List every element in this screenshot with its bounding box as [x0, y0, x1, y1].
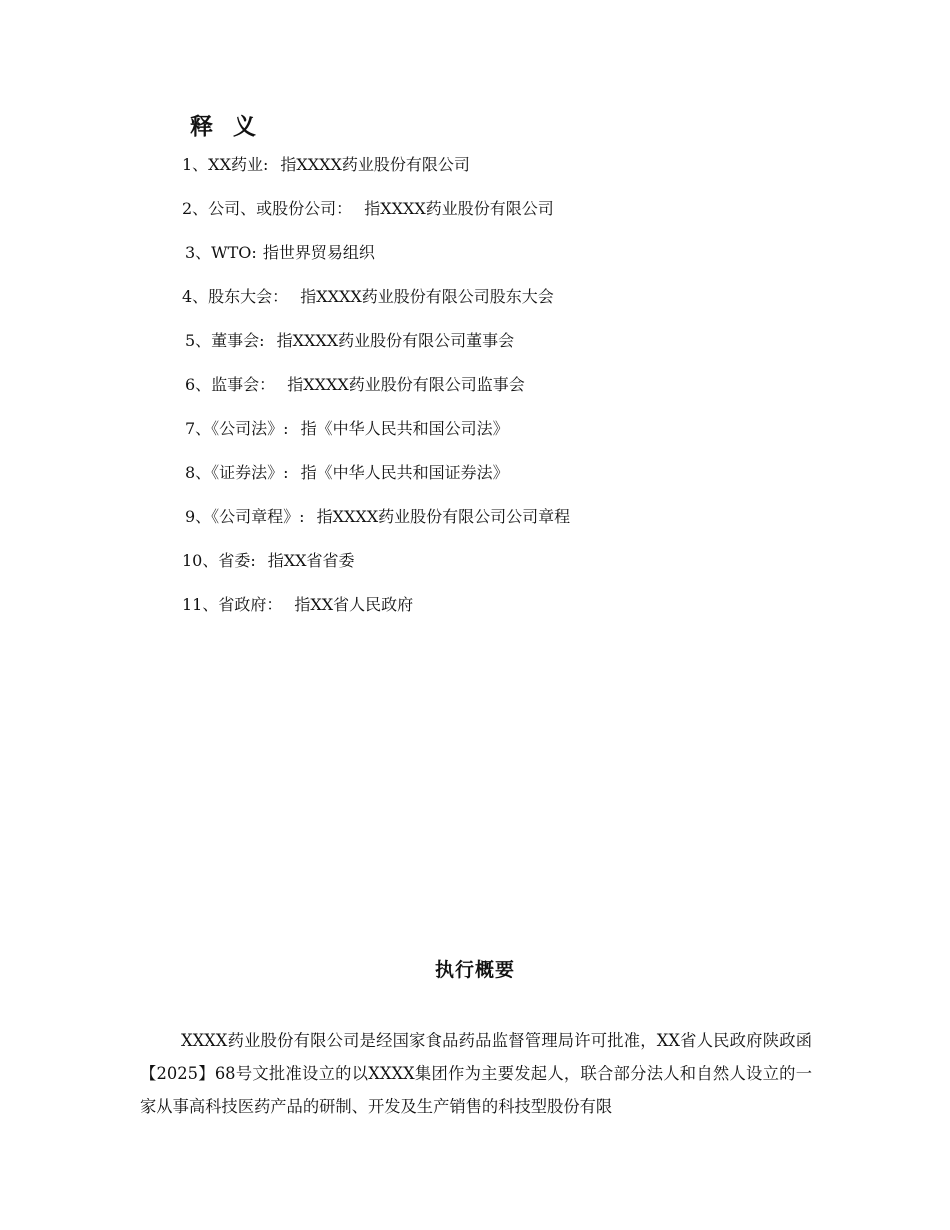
definition-item — [182, 459, 882, 503]
definition-term: 2、公司、或股份公司： — [182, 199, 353, 218]
definition-term: 1、XX药业: — [182, 155, 269, 174]
definition-desc: 指XXXX药业股份有限公司 — [280, 155, 470, 174]
definition-desc: 指XX省人民政府 — [294, 595, 414, 614]
definition-item — [182, 547, 882, 591]
definition-desc: 指XXXX药业股份有限公司股东大会 — [300, 287, 554, 306]
definition-item — [182, 327, 882, 371]
definition-term: 11、省政府： — [182, 595, 283, 614]
definitions-title: 释 义 — [190, 113, 263, 140]
summary-title: 执行概要 — [434, 959, 515, 981]
definition-item — [182, 503, 882, 547]
definition-item — [182, 283, 882, 327]
definition-desc: 指XXXX药业股份有限公司监事会 — [287, 375, 525, 394]
definition-term: 3、WTO: — [185, 243, 257, 262]
summary-paragraph: XXXX药业股份有限公司是经国家食品药品监督管理局许可批准，XX省人民政府陕政函【2025】68号文批准设立的以XXXX集团作为主要发起人，联合部分法人和自然人设立的一家从事高科技医药产品的研制、开发及生产销售的科技型股份有限 — [140, 1031, 812, 1116]
definition-desc: 指《中华人民共和国公司法》 — [300, 419, 509, 438]
definition-desc: 指XX省省委 — [267, 551, 355, 570]
definition-item — [182, 195, 882, 239]
definition-term: 8、《证券法》: — [185, 463, 289, 482]
definition-term: 5、董事会: — [185, 331, 265, 350]
definition-desc: 指世界贸易组织 — [262, 243, 375, 262]
definition-desc: 指XXXX药业股份有限公司董事会 — [276, 331, 515, 350]
definition-item — [182, 371, 882, 415]
definition-term: 6、监事会： — [185, 375, 276, 394]
definition-item — [182, 239, 882, 283]
definition-desc: 指《中华人民共和国证券法》 — [300, 463, 509, 482]
definition-item — [182, 151, 882, 195]
definition-term: 10、省委: — [182, 551, 256, 570]
definition-item — [182, 415, 882, 459]
definition-desc: 指XXXX药业股份有限公司 — [364, 199, 554, 218]
definition-term: 9、《公司章程》: — [185, 507, 305, 526]
definition-term: 4、股东大会： — [182, 287, 289, 306]
definitions-list — [182, 151, 882, 635]
definition-item — [182, 591, 882, 635]
definition-term: 7、《公司法》: — [185, 419, 289, 438]
definition-desc: 指XXXX药业股份有限公司公司章程 — [316, 507, 571, 526]
